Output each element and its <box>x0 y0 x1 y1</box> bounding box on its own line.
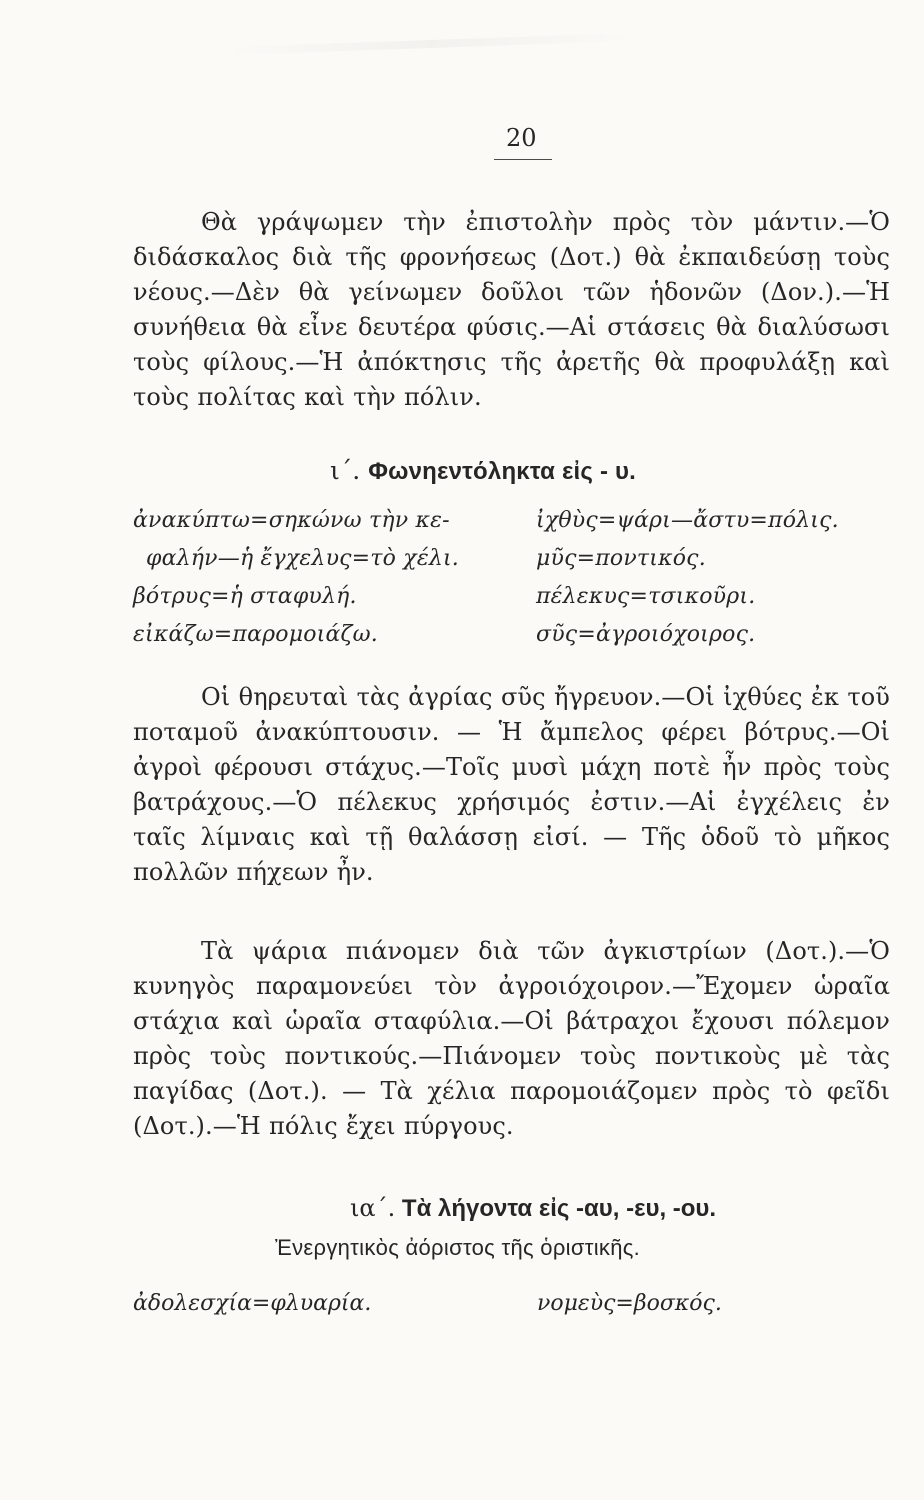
vocab-entry: ἀνακύπτω=σηκώνω τὴν κε- <box>133 508 450 533</box>
vocab-entry: εἰκάζω=παρομοιάζω. <box>133 622 378 647</box>
vocab-entry: σῦς=ἀγροιόχοιρος. <box>536 622 756 647</box>
vocab-entry: ἰχθὺς=ψάρι—ἄστυ=πόλις. <box>536 508 839 533</box>
section-subtitle: Ἐνεργητικὸς ἀόριστος τῆς ὁριστικῆς. <box>275 1235 641 1260</box>
vocabulary-right-column <box>536 502 839 654</box>
vocab-entry: φαλήν—ἡ ἔγχελυς=τὸ χέλι. <box>146 546 460 571</box>
section-heading-ia <box>350 1193 716 1224</box>
vocab-entry-bottom-left: ἀδολεσχία=φλυαρία. <box>133 1291 372 1316</box>
exercise-paragraph-3: Τὰ ψάρια πιάνομεν διὰ τῶν ἀγκιστρίων (Δοτ.).—Ὁ κυνηγὸς παραμονεύει τὸν ἀγροιόχοιρον.—Ἔχομεν ὡραῖα στάχια καὶ ὡραῖα σταφύλια.—Οἱ βάτραχοι ἔχουσι πόλεμον πρὸς τοὺς ποντικούς.—Πιάνομεν τοὺς ποντικοὺς μὲ τὰς παγίδας (Δοτ.). — Τὰ χέλια παρομοιάζομεν πρὸς τὸ φεῖδι (Δοτ.).—Ἡ πόλις ἔχει πύργους. <box>133 937 890 1140</box>
section-number: ια΄. <box>350 1194 396 1222</box>
section-number: ι΄. <box>330 456 361 485</box>
paper-smudge <box>220 33 640 56</box>
vocab-entry: μῦς=ποντικός. <box>536 546 706 571</box>
vocabulary-left-column <box>133 502 459 654</box>
page-number-rule <box>494 159 552 160</box>
page-number: 20 <box>506 124 537 152</box>
exercise-paragraph-2: Οἱ θηρευταὶ τὰς ἀγρίας σῦς ἤγρευον.—Οἱ ἰχθύες ἐκ τοῦ ποταμοῦ ἀνακύπτουσιν. — Ἡ ἄμπελος φέρει βότρυς.—Οἱ ἀγροὶ φέρουσι στάχυς.—Τοῖς μυσὶ μάχη ποτὲ ἦν πρὸς τοὺς βατράχους.—Ὁ πέλεκυς χρήσιμός ἐστιν.—Αἱ ἐγχέλεις ἐν ταῖς λίμναις καὶ τῇ θαλάσσῃ εἰσί. — Τῆς ὁδοῦ τὸ μῆκος πολλῶν πήχεων ἦν. <box>133 683 890 886</box>
exercise-paragraph-1: Θὰ γράψωμεν τὴν ἐπιστολὴν πρὸς τὸν μάντιν.—Ὁ διδάσκαλος διὰ τῆς φρονήσεως (Δοτ.) θὰ ἐκπαιδεύσῃ τοὺς νέους.—Δὲν θὰ γείνωμεν δοῦλοι τῶν ἡδονῶν (Δον.).—Ἡ συνήθεια θὰ εἶνε δευτέρα φύσις.—Αἱ στάσεις θὰ διαλύσωσι τοὺς φίλους.—Ἡ ἀπόκτησις τῆς ἀρετῆς θὰ προφυλάξῃ καὶ τοὺς πολίτας καὶ τὴν πόλιν. <box>133 208 890 411</box>
section-title: Τὰ λήγοντα εἰς -αυ, -ευ, -ου. <box>401 1195 717 1222</box>
vocab-entry: πέλεκυς=τσικοῦρι. <box>536 584 756 609</box>
section-heading-i <box>330 456 636 487</box>
vocab-entry-bottom-right: νομεὺς=βοσκός. <box>537 1291 722 1316</box>
vocab-entry: βότρυς=ἡ σταφυλή. <box>133 584 357 609</box>
section-title: Φωνηεντόληκτα εἰς - υ. <box>368 458 637 485</box>
